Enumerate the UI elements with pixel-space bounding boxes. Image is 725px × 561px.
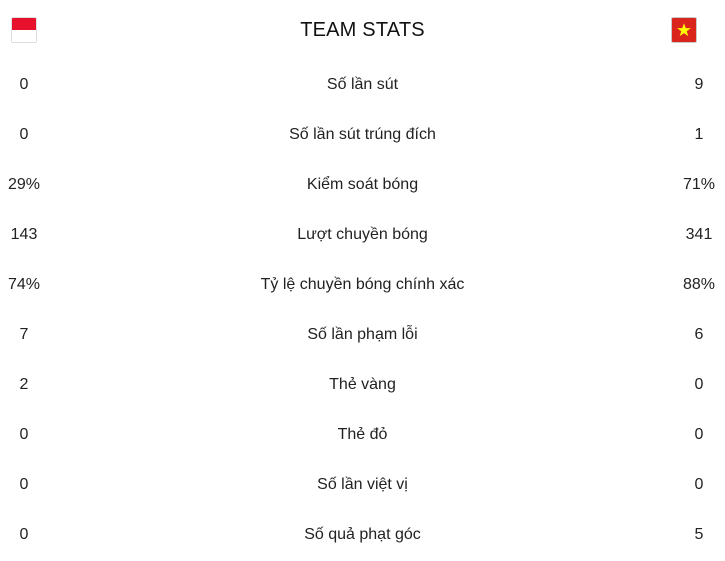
stat-label: Số lần phạm lỗi [307,326,418,343]
away-value: 6 [694,326,704,343]
away-value: 71% [682,176,716,193]
home-value: 2 [19,376,29,393]
home-value: 0 [19,76,29,93]
stat-row-possession [0,160,725,210]
home-value: 29% [7,176,41,193]
stat-row-red-cards [0,410,725,460]
stat-label: Thẻ đỏ [337,426,388,443]
page-title: TEAM STATS [300,19,425,41]
stats-list [0,60,725,560]
away-value: 9 [694,76,704,93]
stat-label: Số lần việt vị [317,476,408,493]
home-value: 0 [19,426,29,443]
stat-label: Số lần sút trúng đích [289,126,436,143]
away-value: 341 [685,226,713,243]
away-value: 0 [694,426,704,443]
stat-label: Tỷ lệ chuyền bóng chính xác [260,276,465,293]
stat-row-shots-on-target [0,110,725,160]
stat-row-pass-accuracy [0,260,725,310]
stat-row-fouls [0,310,725,360]
stat-row-passes [0,210,725,260]
stat-label: Kiểm soát bóng [306,176,419,193]
stat-label: Lượt chuyền bóng [297,226,428,243]
home-value: 0 [19,126,29,143]
home-value: 7 [19,326,29,343]
stat-label: Thẻ vàng [329,376,396,393]
vietnam-flag-icon [671,17,697,43]
team-stats-header [0,0,725,62]
home-value: 0 [19,526,29,543]
away-value: 1 [694,126,704,143]
away-value: 0 [694,376,704,393]
stat-label: Số quả phạt góc [304,526,421,543]
home-value: 143 [10,226,38,243]
stat-label: Số lần sút [326,76,399,93]
stat-row-corners [0,510,725,560]
home-value: 0 [19,476,29,493]
star-icon [676,22,692,38]
away-value: 88% [682,276,716,293]
away-value: 0 [694,476,704,493]
stat-row-shots [0,60,725,110]
away-value: 5 [694,526,704,543]
stat-row-offsides [0,460,725,510]
stat-row-yellow-cards [0,360,725,410]
home-value: 74% [7,276,41,293]
